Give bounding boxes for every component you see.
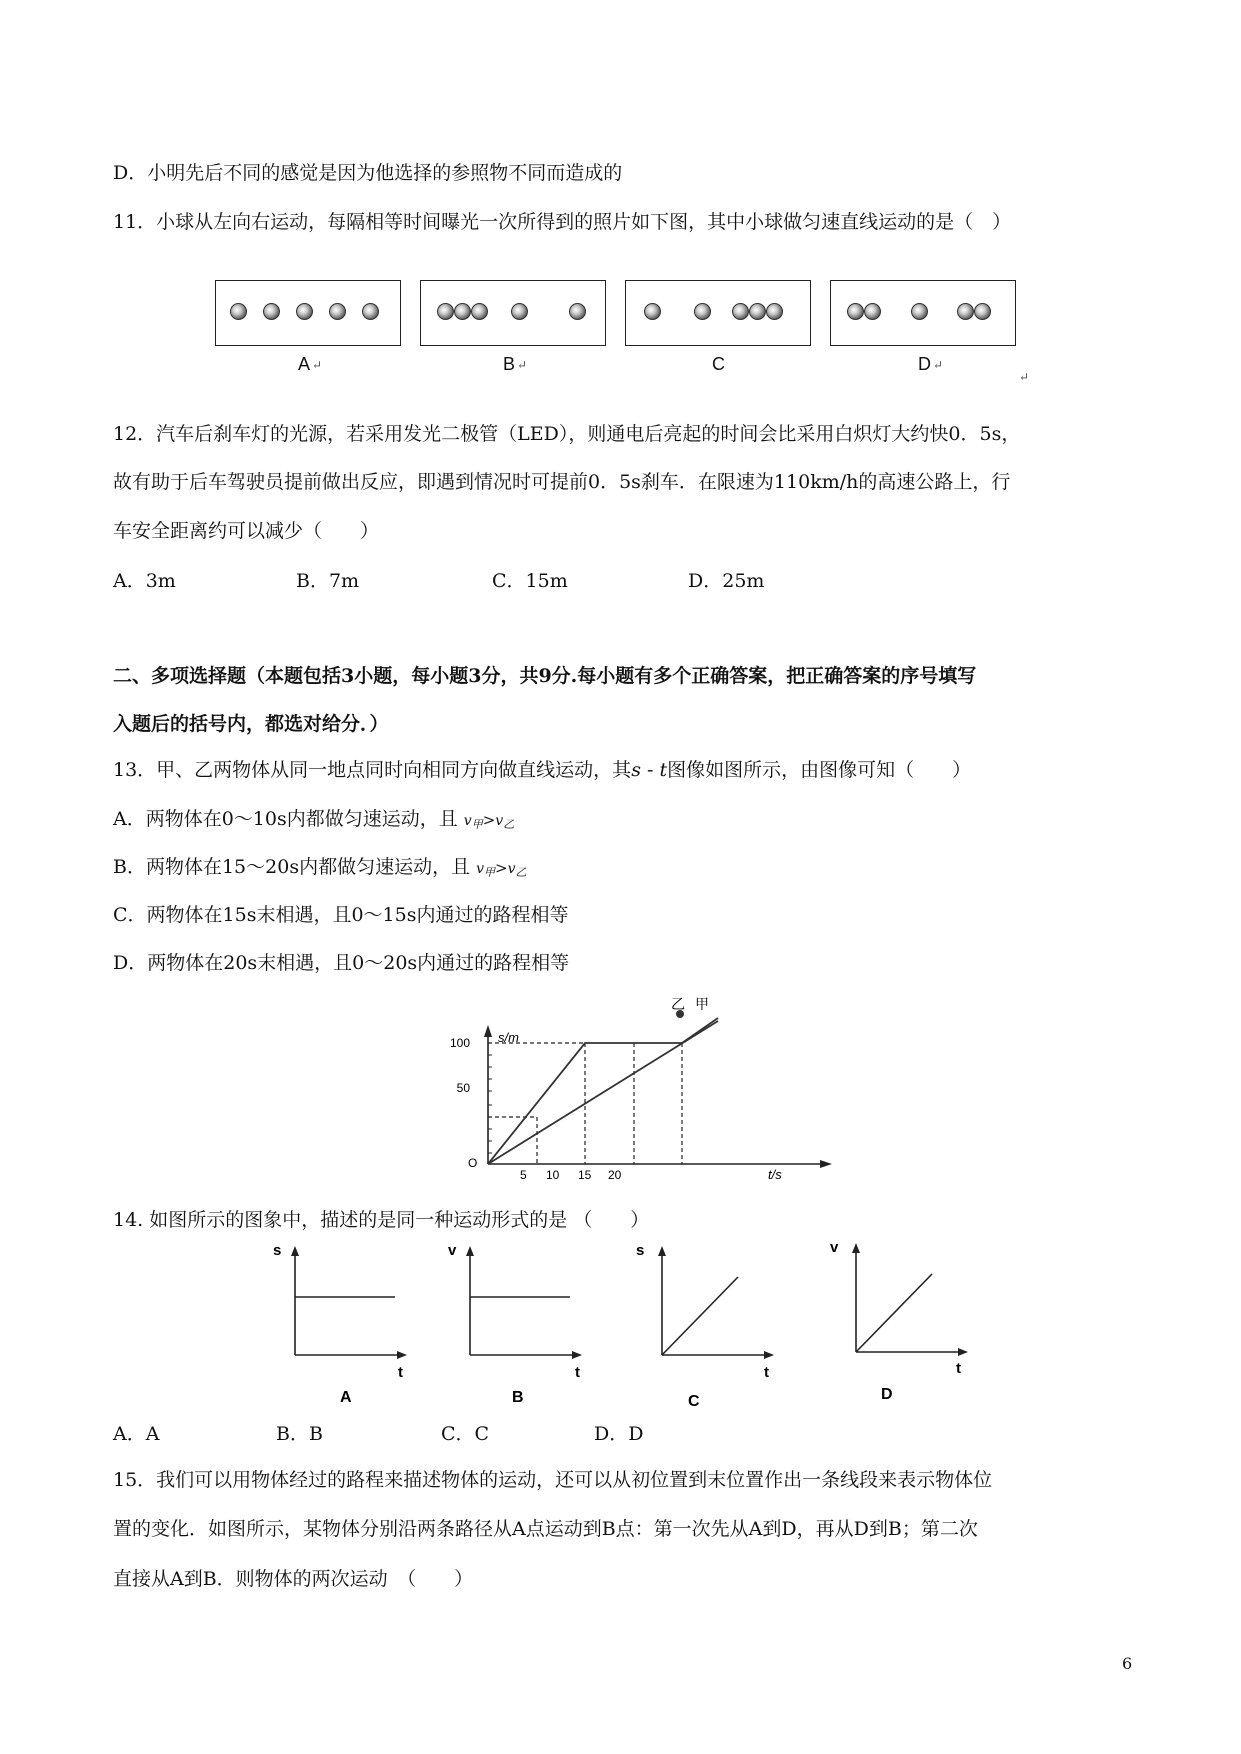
- ball: [329, 303, 346, 320]
- q12-option-d: D．25m: [688, 570, 765, 592]
- x-tick-20: 20: [608, 1168, 622, 1182]
- q11-label-b: B: [503, 354, 516, 374]
- v-jia: [476, 861, 495, 877]
- q14-option-d: D．D: [594, 1423, 644, 1445]
- origin-label: O: [468, 1156, 478, 1170]
- y-axis-arrow: [291, 1246, 299, 1256]
- question-15-line-2: 置的变化．如图所示，某物体分别沿两条路径从A点运动到B点：第一次先从A到D，再从D到B；第二次: [113, 1518, 978, 1540]
- gt-symbol: >: [482, 811, 496, 829]
- q11-label-c: C: [712, 354, 725, 374]
- yi-sub: 乙: [515, 866, 527, 879]
- x-axis-label: t: [956, 1360, 961, 1377]
- question-13: [113, 757, 971, 783]
- q13-s: s: [631, 759, 641, 781]
- q13-st-chart: [380, 995, 840, 1185]
- graph-line: [662, 1277, 738, 1355]
- page-number: 6: [1122, 1654, 1133, 1673]
- ball: [437, 303, 454, 320]
- y-axis-arrow: [466, 1246, 474, 1256]
- q14-option-a: A．A: [113, 1423, 160, 1445]
- x-axis-arrow: [958, 1348, 968, 1356]
- q12-option-a: A．3m: [113, 570, 176, 592]
- ball: [296, 303, 313, 320]
- series-yi-extension: [682, 1018, 718, 1043]
- question-15-line-1: 15．我们可以用物体经过的路程来描述物体的运动，还可以从初位置到末位置作出一条线段来表示物体位: [113, 1469, 993, 1491]
- q14-graph-a: [265, 1240, 415, 1415]
- gt-symbol: >: [495, 859, 508, 877]
- question-11: 11．小球从左向右运动，每隔相等时间曝光一次所得到的照片如下图，其中小球做匀速直线运动的是（ ）: [113, 211, 1012, 233]
- q13-dash: -: [640, 759, 660, 781]
- ball: [847, 303, 864, 320]
- y-axis-label: s: [273, 1242, 282, 1259]
- q13-text-2: 图像如图所示，由图像可知（ ）: [667, 759, 972, 781]
- ball: [644, 303, 661, 320]
- question-15-line-3: 直接从A到B．则物体的两次运动 （ ）: [113, 1568, 474, 1590]
- x-axis-label: t: [764, 1364, 769, 1381]
- y-tick-100: 100: [449, 1036, 470, 1050]
- question-14: 14. 如图所示的图象中，描述的是同一种运动形式的是 （ ）: [113, 1209, 650, 1231]
- q13-option-a-text: A．两物体在0～10s内都做匀速运动，且: [113, 808, 458, 830]
- y-tick-50: 50: [456, 1081, 470, 1095]
- q12-option-b: B．7m: [296, 570, 360, 592]
- series-label-yi: 乙: [671, 996, 685, 1012]
- q11-label-d: D: [918, 354, 931, 374]
- x-axis-label: t/s: [768, 1167, 782, 1182]
- question-12-line-1: 12．汽车后刹车灯的光源，若采用发光二极管（LED），则通电后亮起的时间会比采用白炽灯大约快0．5s，: [113, 423, 1021, 445]
- graph-line: [856, 1274, 932, 1352]
- yi-sub: 乙: [503, 818, 515, 831]
- ball: [957, 303, 974, 320]
- jia-sub: 甲: [471, 818, 483, 831]
- q11-box-b: [420, 280, 606, 346]
- return-mark: ↵: [517, 358, 528, 372]
- ball: [766, 303, 783, 320]
- q13-text-1: 13．甲、乙两物体从同一地点同时向相同方向做直线运动，其: [113, 759, 632, 781]
- ball: [230, 303, 247, 320]
- ball: [974, 303, 991, 320]
- x-axis-arrow: [764, 1351, 774, 1359]
- y-axis-label: v: [448, 1242, 457, 1259]
- q11-label-a: A: [298, 354, 311, 374]
- x-axis-arrow: [820, 1160, 832, 1168]
- x-axis-label: t: [575, 1364, 580, 1381]
- q13-t: t: [659, 759, 668, 781]
- x-axis-arrow: [397, 1351, 407, 1359]
- v-symbol: v: [507, 861, 516, 877]
- q13-option-c: C．两物体在15s末相遇，且0～15s内通过的路程相等: [113, 904, 569, 926]
- x-axis-arrow: [572, 1351, 582, 1359]
- option-10d: D．小明先后不同的感觉是因为他选择的参照物不同而造成的: [113, 162, 623, 184]
- q14-graph-b: [440, 1240, 590, 1415]
- section-2-heading-line-2: 入题后的括号内，都选对给分．）: [113, 713, 389, 735]
- q13-option-b: [113, 854, 527, 886]
- x-tick-10: 10: [546, 1168, 560, 1182]
- y-axis-arrow: [658, 1246, 666, 1256]
- ball: [749, 303, 766, 320]
- q14-graph-c: [632, 1240, 782, 1415]
- x-axis-label: t: [398, 1364, 403, 1381]
- graph-label: B: [512, 1389, 524, 1406]
- q11-box-d: [830, 280, 1016, 346]
- x-tick-5: 5: [520, 1168, 527, 1182]
- ball: [454, 303, 471, 320]
- section-2-heading-line-1: 二、多项选择题（本题包括3小题，每小题3分，共9分.每小题有多个正确答案，把正确答案的序号填写: [113, 665, 977, 687]
- question-12-line-3: 车安全距离约可以减少（ ）: [113, 520, 380, 542]
- q13-option-d: D．两物体在20s末相遇，且0～20s内通过的路程相等: [113, 952, 570, 974]
- v-symbol: v: [463, 813, 472, 829]
- v-symbol: v: [476, 861, 485, 877]
- x-tick-15: 15: [578, 1168, 592, 1182]
- return-mark: ↵: [312, 358, 323, 372]
- graph-label: A: [340, 1389, 352, 1406]
- v-jia: [464, 813, 483, 829]
- y-axis-arrow: [852, 1243, 860, 1253]
- ball: [569, 303, 586, 320]
- ball: [911, 303, 928, 320]
- q13-option-a: [113, 806, 514, 838]
- series-label-jia: 甲: [695, 996, 709, 1012]
- ball: [864, 303, 881, 320]
- y-axis-label: s/m: [498, 1030, 519, 1045]
- v-yi: [495, 813, 514, 829]
- jia-sub: 甲: [484, 866, 496, 879]
- q12-option-c: C．15m: [492, 570, 568, 592]
- return-mark: ↵: [933, 358, 944, 372]
- q11-box-c: [625, 280, 811, 346]
- q14-graph-d: [826, 1237, 976, 1412]
- ball: [694, 303, 711, 320]
- v-yi: [508, 861, 527, 877]
- q11-box-a: [215, 280, 401, 346]
- q11-figure: [215, 280, 1045, 400]
- return-mark: ↵: [1019, 370, 1030, 384]
- q14-option-c: C．C: [441, 1423, 490, 1445]
- graph-label: C: [688, 1393, 700, 1410]
- graph-label: D: [881, 1386, 893, 1403]
- y-axis-label: s: [636, 1242, 645, 1259]
- q13-option-b-text: B．两物体在15～20s内都做匀速运动，且: [113, 856, 471, 878]
- ball: [263, 303, 280, 320]
- ball: [362, 303, 379, 320]
- ball: [471, 303, 488, 320]
- q14-option-b: B．B: [276, 1423, 323, 1445]
- question-12-line-2: 故有助于后车驾驶员提前做出反应，即遇到情况时可提前0．5s刹车．在限速为110km/h的高速公路上，行: [113, 471, 1011, 493]
- y-axis-arrow: [484, 1025, 492, 1037]
- ball: [511, 303, 528, 320]
- y-axis-label: v: [830, 1239, 839, 1256]
- v-symbol: v: [495, 813, 504, 829]
- ball: [732, 303, 749, 320]
